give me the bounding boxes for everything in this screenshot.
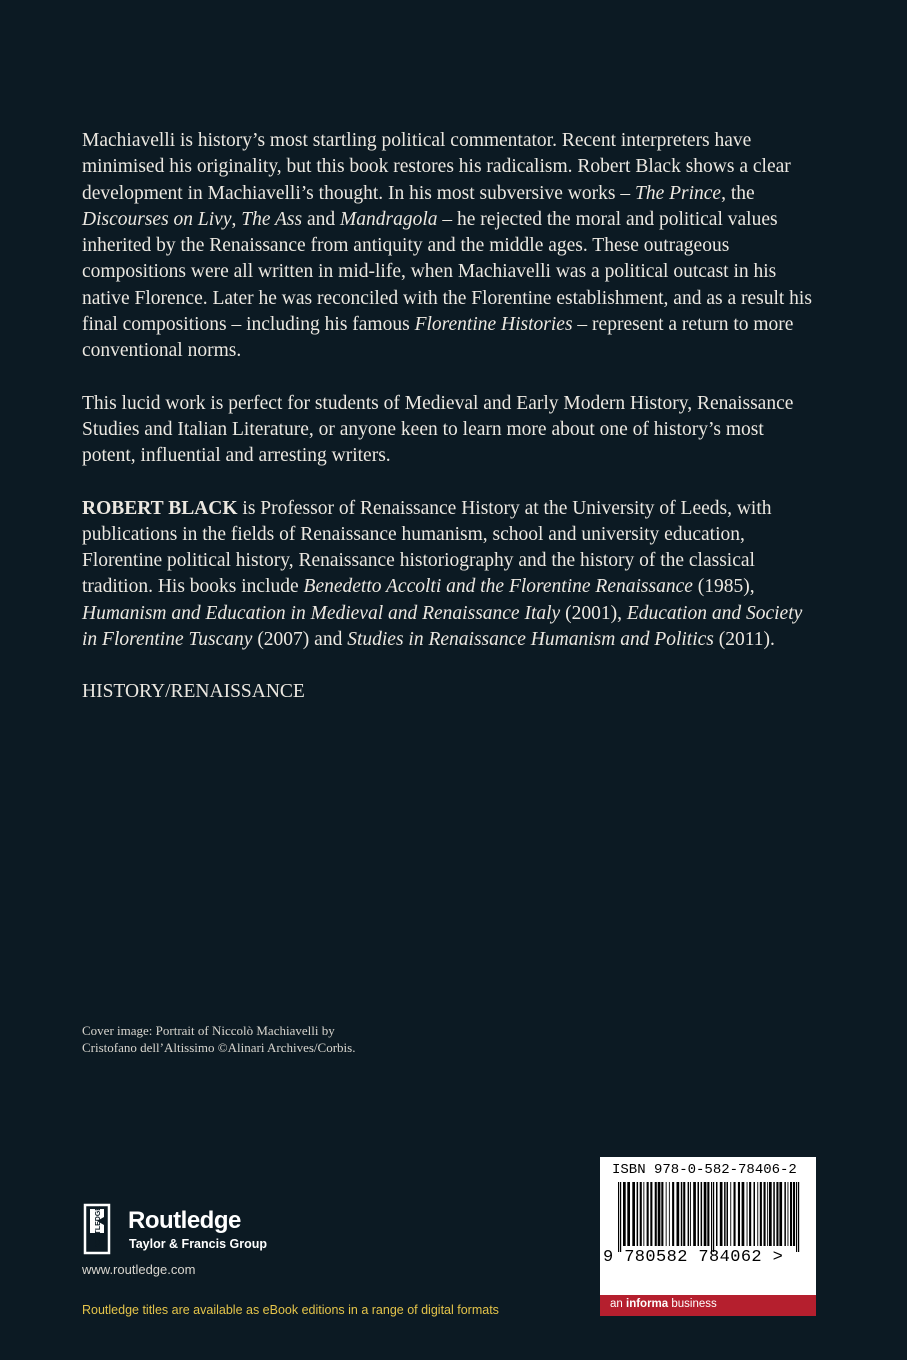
back-cover-blurb <box>82 128 822 732</box>
text-run: Humanism and Education in Medieval and Renaissance Italy <box>82 602 561 624</box>
barcode-bar <box>720 1182 723 1246</box>
barcode-bar <box>784 1182 786 1246</box>
barcode-bar <box>693 1182 696 1246</box>
text-run: The Prince <box>634 182 722 204</box>
text-run: Discourses on Livy <box>82 208 232 230</box>
text-run: Benedetto Accolti and the Florentine Renaissance <box>303 576 693 598</box>
barcode-bar <box>742 1182 745 1246</box>
isbn-label: ISBN 978-0-582-78406-2 <box>612 1162 797 1178</box>
barcode-bar <box>734 1182 736 1246</box>
barcode-bar <box>707 1182 709 1246</box>
text-run: (2001), <box>560 602 627 624</box>
barcode-guard-bar <box>798 1182 799 1252</box>
barcode-bar <box>701 1182 703 1246</box>
barcode-digits: 9 780582 784062 > <box>603 1248 784 1267</box>
text-run: Machiavelli is history’s most startling political commentator. Recent interpreters have minimised his originality, but this book restores his radicalism. Robert Black shows a clear development in Machiavelli’s thought. In his most subversive works – <box>82 130 791 204</box>
text-run: Mandragola <box>340 208 438 230</box>
text-run: The Ass <box>241 208 303 230</box>
barcode-bar <box>627 1182 630 1246</box>
publisher-group: Taylor & Francis Group <box>129 1237 267 1251</box>
text-run: – represent a return to more conventional norms. <box>82 314 794 362</box>
barcode-bar <box>640 1182 642 1246</box>
publisher-name: Routledge <box>128 1207 241 1234</box>
barcode-bar <box>769 1182 772 1246</box>
barcode-bar <box>632 1182 635 1246</box>
text-run: is Professor of Renaissance History at the University of Leeds, with publications in the fields of Renaissance humanism, school and university education, Florentine political history, Renaissance historiography and the history of the classical tradition. His books include <box>82 497 772 598</box>
text-run: Florentine Histories <box>414 314 573 336</box>
routledge-logo <box>82 1203 282 1259</box>
subject-category: HISTORY/RENAISSANCE <box>82 681 305 703</box>
barcode-bar <box>672 1182 674 1246</box>
barcode-bar <box>793 1182 795 1246</box>
barcode-bar <box>730 1182 731 1246</box>
barcode-bar <box>716 1182 718 1246</box>
text-run: (2007) and <box>252 629 348 651</box>
barcode-bar <box>669 1182 670 1246</box>
barcode-bar <box>767 1182 768 1246</box>
barcode-bar <box>747 1182 748 1246</box>
barcode-guard-bar <box>620 1182 621 1252</box>
barcode-bar <box>647 1182 649 1246</box>
barcode-bar <box>764 1182 766 1246</box>
barcode-bar <box>790 1182 792 1246</box>
barcode-bar <box>749 1182 751 1246</box>
informa-label: an informa business <box>610 1298 717 1310</box>
barcode-bar <box>666 1182 667 1246</box>
publisher-url[interactable]: www.routledge.com <box>82 1262 196 1277</box>
barcode-bar <box>681 1182 683 1246</box>
cover-image-credit <box>82 1022 502 1056</box>
barcode-bar <box>643 1182 644 1246</box>
barcode-bar <box>650 1182 652 1246</box>
text-run: (2011). <box>713 629 775 651</box>
barcode-bar <box>738 1182 740 1246</box>
barcode-bar <box>661 1182 663 1246</box>
credit-line-2: Cristofano dell’Altissimo ©Alinari Archives/Corbis. <box>82 1040 356 1055</box>
barcode-bar <box>688 1182 690 1246</box>
barcode-bar <box>760 1182 762 1246</box>
barcode-guard-bar <box>796 1182 797 1252</box>
text-run: This lucid work is perfect for students of Medieval and Early Modern History, Renaissance Studies and Italian Literature, or anyone keen to learn more about one of history’s most potent, influential and arresting writers. <box>82 392 794 467</box>
barcode-bar <box>690 1182 691 1246</box>
routledge-mark-icon <box>82 1203 112 1255</box>
informa-band <box>600 1295 816 1316</box>
text-run: , <box>231 208 242 230</box>
barcode-bar <box>637 1182 639 1246</box>
routledge-mark-text: ROUTLEDGE <box>95 1206 102 1250</box>
barcode-guard-bar <box>618 1182 619 1252</box>
barcode-bar <box>724 1182 726 1246</box>
text-run: (1985), <box>692 576 755 598</box>
barcode-bar <box>788 1182 789 1246</box>
barcode-bar <box>683 1182 685 1246</box>
text-run: Education and Society in Florentine Tuscany <box>82 602 803 651</box>
barcode-bar <box>698 1182 700 1246</box>
barcode-bar <box>779 1182 782 1246</box>
author-bio-paragraph <box>82 496 822 654</box>
barcode-bar <box>757 1182 758 1246</box>
barcode-bar <box>704 1182 707 1246</box>
barcode-bar <box>754 1182 756 1246</box>
barcode-bar <box>727 1182 729 1246</box>
text-run: ROBERT BLACK <box>82 497 238 519</box>
ebook-availability-note: Routledge titles are available as eBook editions in a range of digital formats <box>82 1303 499 1317</box>
text-run: , the <box>721 182 755 204</box>
barcode-bar <box>677 1182 680 1246</box>
barcode-guard-bar <box>711 1182 712 1252</box>
text-run: and <box>302 208 341 230</box>
barcode-bar <box>773 1182 775 1246</box>
text-run: Studies in Renaissance Humanism and Politics <box>347 629 714 651</box>
description-paragraph-2 <box>82 391 822 470</box>
barcode-bar <box>655 1182 657 1246</box>
barcode-bar <box>623 1182 626 1246</box>
description-paragraph-1 <box>82 128 822 365</box>
isbn-barcode <box>600 1157 816 1295</box>
barcode-bar <box>776 1182 778 1246</box>
barcode-guard-bar <box>713 1182 714 1252</box>
barcode-bars <box>614 1182 804 1252</box>
text-run: – he rejected the moral and political values inherited by the Renaissance from antiquity and the middle ages. These outrageous compositions were all written in mid-life, when Machiavelli was a political outcast in his native Florence. Later he was reconciled with the Florentine establishment, and as a result his final compositions – including his famous <box>82 208 812 336</box>
barcode-bar <box>658 1182 661 1246</box>
credit-line-1: Cover image: Portrait of Niccolò Machiavelli by <box>82 1023 335 1038</box>
